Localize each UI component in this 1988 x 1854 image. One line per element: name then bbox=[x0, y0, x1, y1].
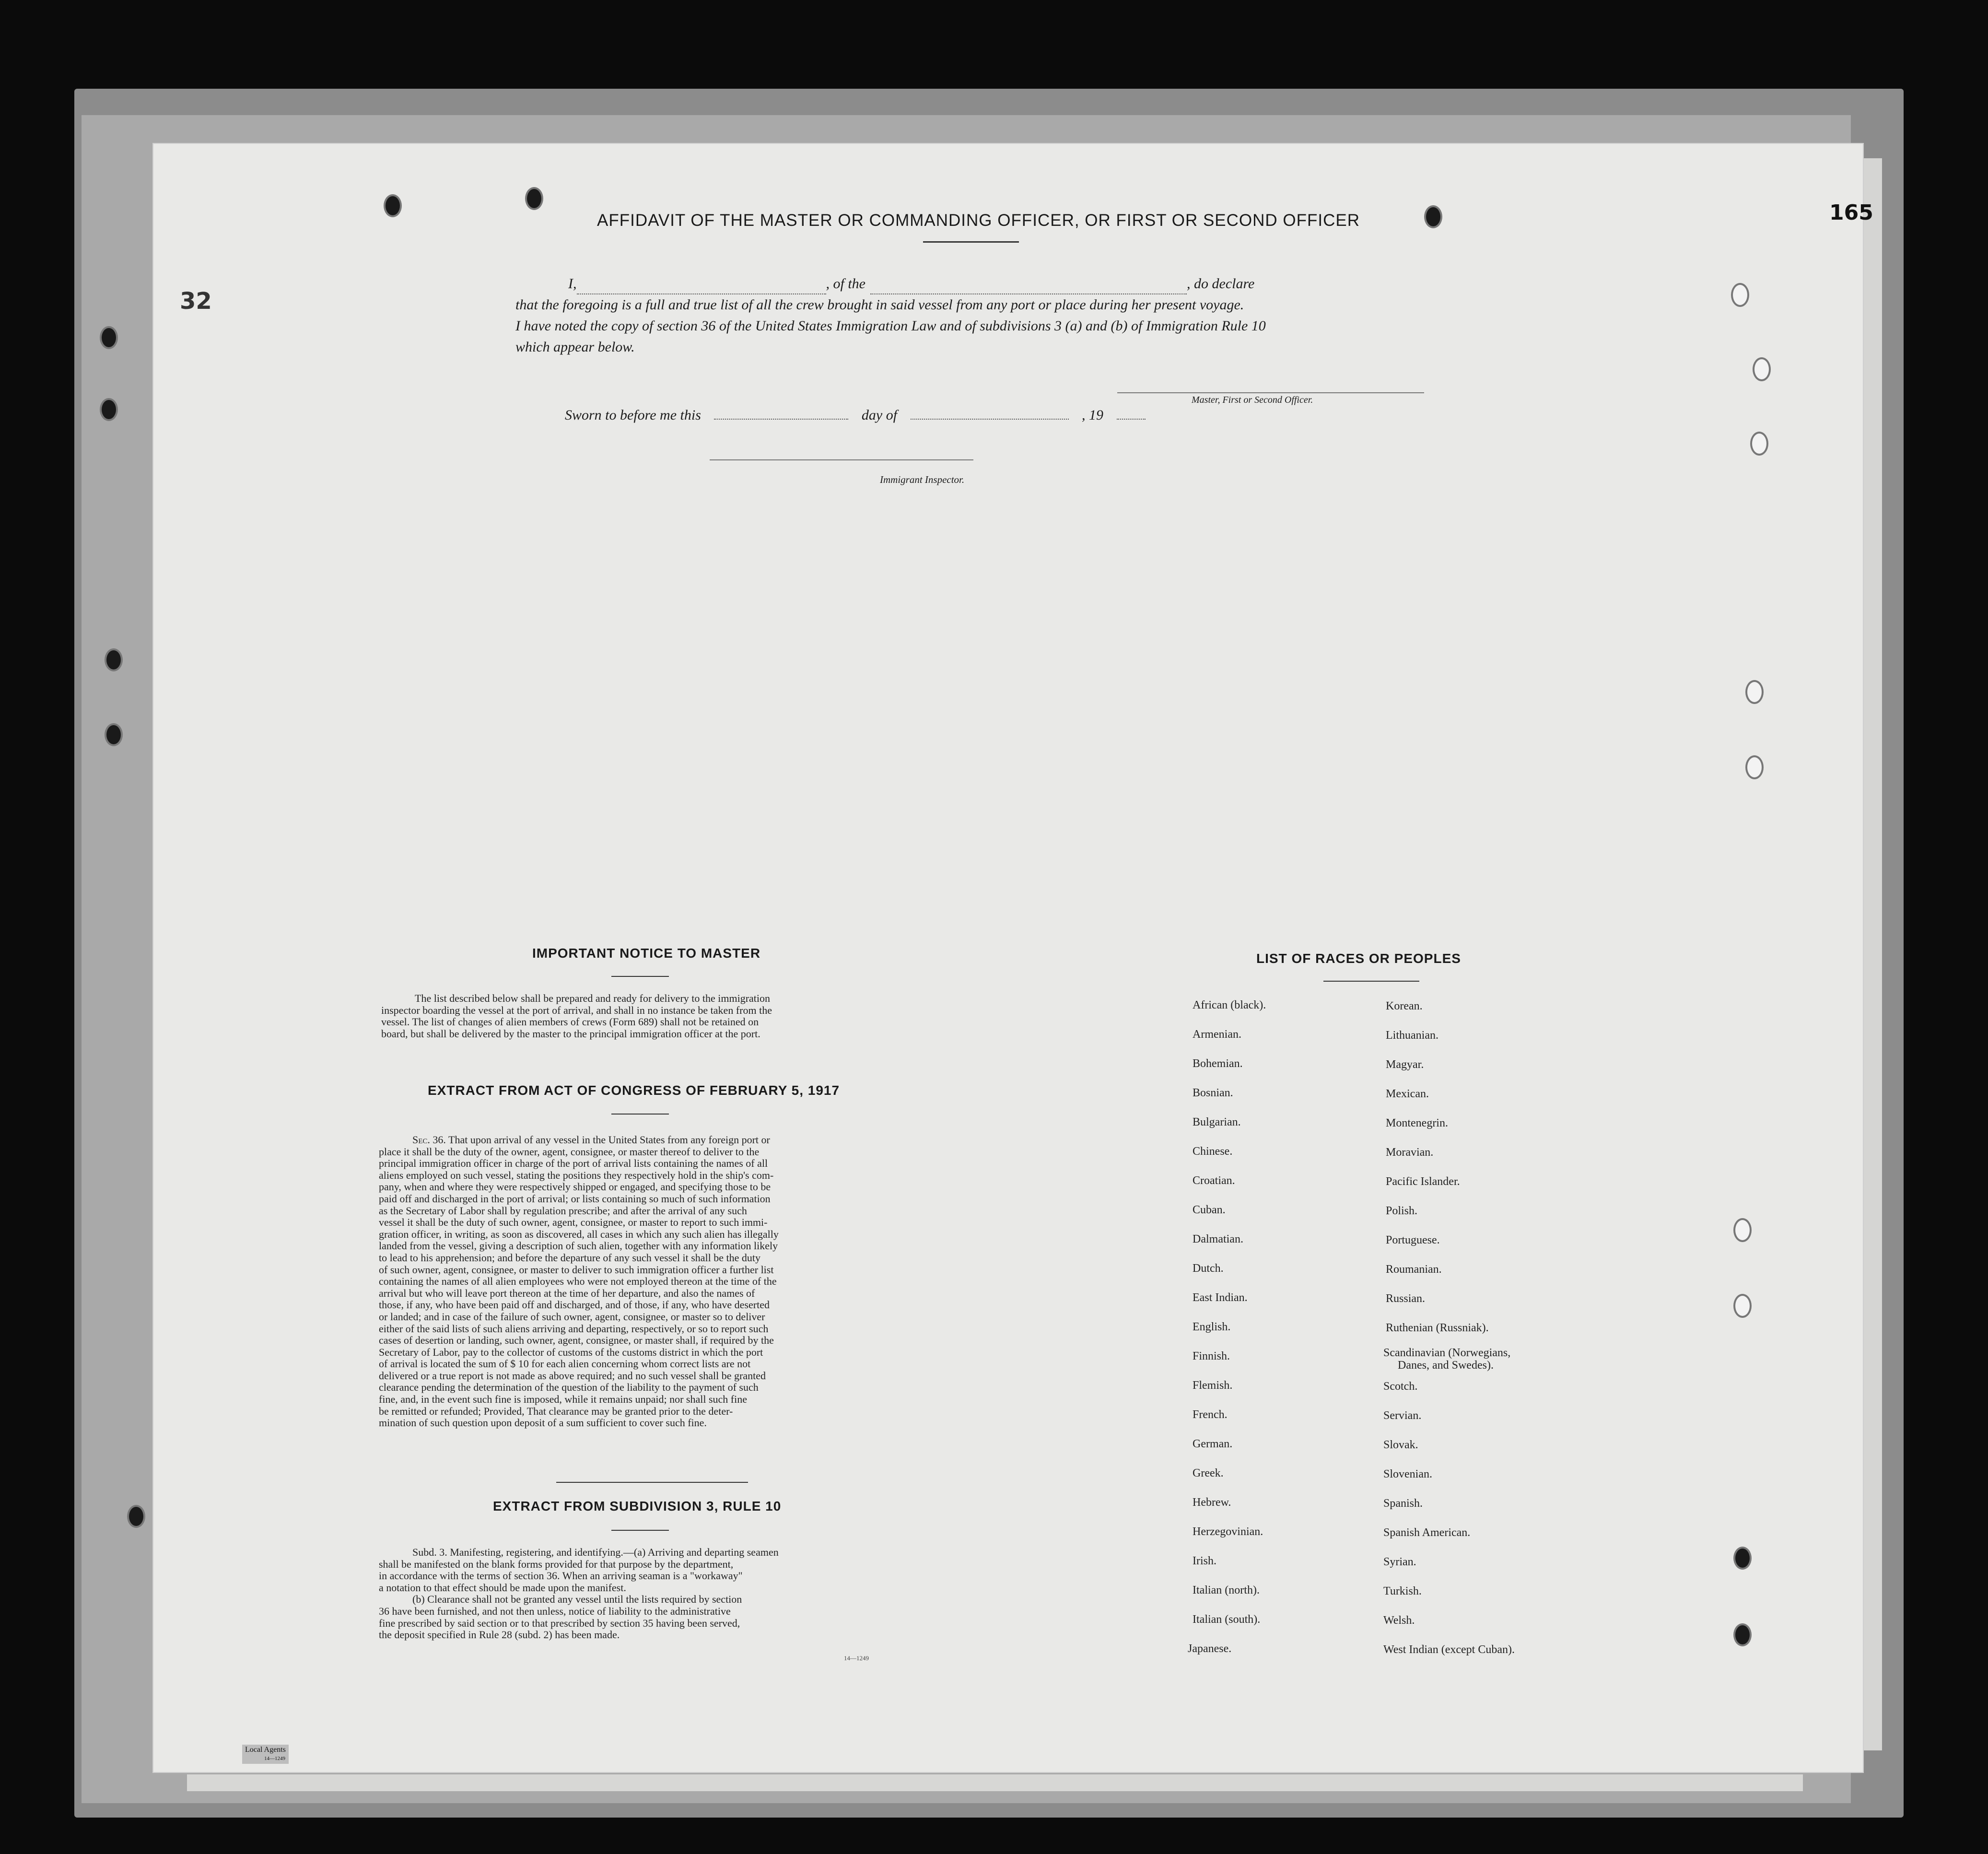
bottom-label-line: Local Agents bbox=[245, 1746, 286, 1754]
extract-act-rule bbox=[611, 1114, 669, 1115]
race-item: Italian (north). bbox=[1193, 1584, 1260, 1596]
act-line: aliens employed on such vessel, stating the positions they respectively hold in the ship's com- bbox=[379, 1169, 774, 1181]
extract-act-end-rule bbox=[556, 1482, 748, 1483]
race-item: Welsh. bbox=[1383, 1614, 1415, 1627]
rule-line: the deposit specified in Rule 28 (subd. 2) has been made. bbox=[379, 1629, 620, 1641]
act-line: be remitted or refunded; Provided, That clearance may be granted prior to the deter- bbox=[379, 1405, 733, 1417]
ring-hole-icon bbox=[1733, 1294, 1752, 1318]
race-item: Servian. bbox=[1383, 1409, 1422, 1422]
race-item: Dalmatian. bbox=[1193, 1233, 1243, 1245]
ring-hole-icon bbox=[1745, 680, 1764, 704]
act-line: clearance pending the determination of the question of the liability to the payment of such bbox=[379, 1381, 759, 1394]
race-item: Scandinavian (Norwegians, bbox=[1383, 1347, 1511, 1359]
sworn-day-blank bbox=[714, 405, 848, 420]
race-item: African (black). bbox=[1193, 999, 1266, 1011]
act-line: either of the said lists of such aliens arriving and departing, respectively, or so to report such bbox=[379, 1322, 769, 1335]
extract-act-text bbox=[379, 1134, 933, 1429]
inspector-signature-line bbox=[710, 459, 973, 460]
act-line: of such owner, agent, consignee, or master to deliver to such immigration officer a further list bbox=[379, 1263, 774, 1276]
binder-hole-icon bbox=[525, 187, 543, 210]
race-item: Portuguese. bbox=[1386, 1234, 1440, 1246]
race-item: Magyar. bbox=[1386, 1058, 1424, 1071]
sheet-edge bbox=[1863, 158, 1882, 1750]
act-line: fine, and, in the event such fine is imposed, while it remains unpaid; nor shall such fine bbox=[379, 1393, 747, 1406]
rule-line: shall be manifested on the blank forms provided for that purpose by the department, bbox=[379, 1558, 734, 1570]
race-item: Italian (south). bbox=[1193, 1613, 1261, 1626]
inspector-signature-label: Immigrant Inspector. bbox=[880, 474, 965, 485]
race-item: Bulgarian. bbox=[1193, 1116, 1241, 1128]
ring-hole-icon bbox=[1745, 755, 1764, 779]
ring-hole-icon bbox=[1750, 432, 1768, 456]
act-line: to lead to his apprehension; and before the departure of any such vessel it shall be the duty bbox=[379, 1251, 761, 1264]
notice-line: The list described below shall be prepared and ready for delivery to the immigration bbox=[415, 992, 771, 1004]
front-sheet bbox=[153, 144, 1863, 1772]
race-item: French. bbox=[1193, 1408, 1228, 1421]
race-item: Spanish. bbox=[1383, 1497, 1423, 1510]
races-title: LIST OF RACES OR PEOPLES bbox=[1256, 951, 1461, 966]
act-line: vessel it shall be the duty of such owner, agent, consignee, or master to report to such immi- bbox=[379, 1216, 768, 1229]
rule-line: 36 have been furnished, and not then unless, notice of liability to the administrative bbox=[379, 1605, 731, 1617]
ring-hole-icon bbox=[1753, 357, 1771, 381]
binder-hole-icon bbox=[1733, 1547, 1752, 1570]
race-item: Slovak. bbox=[1383, 1439, 1418, 1451]
act-first-line bbox=[379, 1134, 933, 1146]
act-line: or landed; and in case of the failure of such owner, agent, consignee, or master so to deliver bbox=[379, 1310, 765, 1323]
race-item: Roumanian. bbox=[1386, 1263, 1442, 1276]
act-line: cases of desertion or landing, such owner, agent, consignee, or master shall, if required by the bbox=[379, 1334, 774, 1347]
form-number: 14—1249 bbox=[844, 1655, 869, 1662]
race-item: Syrian. bbox=[1383, 1556, 1416, 1568]
master-signature-line bbox=[1117, 392, 1424, 393]
act-line: pany, when and where they were respectively shipped or engaged, and specifying those to be bbox=[379, 1181, 771, 1193]
binder-hole-icon bbox=[384, 194, 402, 217]
binder-hole-icon bbox=[1733, 1623, 1752, 1646]
race-item: Bohemian. bbox=[1193, 1057, 1243, 1070]
declaration-of-the: , of the bbox=[826, 276, 865, 292]
race-item: Japanese. bbox=[1188, 1643, 1232, 1655]
sworn-year-blank bbox=[1117, 405, 1146, 420]
act-line: gration officer, in writing, as soon as discovered, all cases in which any such alien has illegally bbox=[379, 1228, 779, 1240]
notice-line: vessel. The list of changes of alien members of crews (Form 689) shall not be retained on bbox=[381, 1016, 759, 1028]
act-line: arrival but who will leave port thereon at the time of her departure, and also the names of bbox=[379, 1287, 755, 1299]
race-item: German. bbox=[1193, 1438, 1233, 1450]
extract-rule-text bbox=[379, 1547, 933, 1641]
act-line: landed from the vessel, giving a description of such alien, together with any information likely bbox=[379, 1240, 778, 1252]
rule-line: Subd. 3. Manifesting, registering, and identifying.—(a) Arriving and departing seamen bbox=[412, 1546, 779, 1558]
act-line: mination of such question upon deposit of a sum sufficient to cover such fine. bbox=[379, 1417, 707, 1429]
declaration-line-4: which appear below. bbox=[515, 339, 635, 355]
rule-line: in accordance with the terms of section 36. When an arriving seaman is a "workaway" bbox=[379, 1570, 743, 1582]
notice-text bbox=[381, 993, 933, 1040]
act-line: Secretary of Labor, pay to the collector of customs of the customs district in which the port bbox=[379, 1346, 763, 1358]
race-item-continued: Danes, and Swedes). bbox=[1398, 1359, 1494, 1372]
declaration-line-2: that the foregoing is a full and true list of all the crew brought in said vessel from any port or place during her present voyage. bbox=[515, 297, 1244, 313]
declaration-do-declare: , do declare bbox=[1187, 276, 1255, 292]
binder-hole-icon bbox=[100, 398, 118, 421]
race-item: Croatian. bbox=[1193, 1174, 1235, 1187]
act-line: paid off and discharged in the port of arrival; or lists containing so much of such information bbox=[379, 1192, 771, 1205]
affidavit-declaration bbox=[515, 273, 1427, 358]
race-item: Mexican. bbox=[1386, 1088, 1429, 1100]
race-item-scandinavian bbox=[1383, 1347, 1510, 1371]
bottom-label-line: 14—1249 bbox=[264, 1756, 285, 1761]
act-line: those, if any, who have been paid off and discharged, and of those, if any, who have deserted bbox=[379, 1299, 770, 1311]
vessel-blank bbox=[870, 279, 1187, 294]
sworn-year: , 19 bbox=[1082, 407, 1104, 423]
binder-hole-icon bbox=[1424, 205, 1442, 228]
declaration-line-3: I have noted the copy of section 36 of the United States Immigration Law and of subdivisions 3 (a) and (b) of Immigration Rule 10 bbox=[515, 318, 1266, 334]
notice-title: IMPORTANT NOTICE TO MASTER bbox=[532, 946, 761, 961]
race-item: East Indian. bbox=[1193, 1291, 1248, 1304]
sworn-line bbox=[565, 405, 1155, 423]
rule-line: (b) Clearance shall not be granted any vessel until the lists required by section bbox=[412, 1593, 742, 1606]
race-item: Finnish. bbox=[1193, 1350, 1230, 1362]
race-item: Irish. bbox=[1193, 1555, 1216, 1567]
affidavit-title: AFFIDAVIT OF THE MASTER OR COMMANDING OFFICER, OR FIRST OR SECOND OFFICER bbox=[597, 211, 1360, 230]
name-blank bbox=[577, 279, 826, 294]
act-line: place it shall be the duty of the owner, agent, consignee, or master thereof to deliver to the bbox=[379, 1145, 760, 1158]
master-signature-label: Master, First or Second Officer. bbox=[1192, 395, 1313, 405]
race-item: Polish. bbox=[1386, 1205, 1418, 1217]
race-item: Bosnian. bbox=[1193, 1087, 1233, 1099]
race-item: Cuban. bbox=[1193, 1204, 1226, 1216]
sworn-day-of: day of bbox=[861, 407, 898, 423]
race-item: Turkish. bbox=[1383, 1585, 1422, 1597]
extract-rule-title: EXTRACT FROM SUBDIVISION 3, RULE 10 bbox=[493, 1499, 782, 1514]
sec-label: Sec. 36. bbox=[412, 1134, 446, 1146]
race-item: Lithuanian. bbox=[1386, 1029, 1438, 1042]
race-item: Slovenian. bbox=[1383, 1468, 1432, 1480]
rule-line: a notation to that effect should be made upon the manifest. bbox=[379, 1581, 626, 1594]
race-item: Russian. bbox=[1386, 1292, 1426, 1305]
act-line: That upon arrival of any vessel in the United States from any foreign port or bbox=[448, 1134, 770, 1146]
race-item: Armenian. bbox=[1193, 1028, 1241, 1041]
margin-mark: 32 bbox=[180, 288, 212, 315]
ring-hole-icon bbox=[1733, 1218, 1752, 1242]
race-item: Pacific Islander. bbox=[1386, 1175, 1460, 1188]
races-rule bbox=[1323, 981, 1419, 982]
race-item: Flemish. bbox=[1193, 1379, 1233, 1392]
bottom-sheet-edge bbox=[187, 1774, 1803, 1791]
race-item: Chinese. bbox=[1193, 1145, 1233, 1158]
sworn-month-blank bbox=[911, 405, 1069, 420]
act-line: delivered or a true report is not made as above required; and no such vessel shall be granted bbox=[379, 1369, 766, 1382]
notice-rule bbox=[611, 976, 669, 977]
binder-hole-icon bbox=[105, 723, 123, 746]
extract-rule-rule bbox=[611, 1530, 669, 1531]
binder-hole-icon bbox=[100, 326, 118, 349]
binder-hole-icon bbox=[127, 1505, 145, 1528]
race-item: English. bbox=[1193, 1321, 1231, 1333]
title-rule bbox=[923, 241, 1019, 243]
race-item: Ruthenian (Russniak). bbox=[1386, 1322, 1489, 1334]
page-number: 165 bbox=[1829, 200, 1873, 225]
sworn-prefix: Sworn to before me this bbox=[565, 407, 701, 423]
race-item: Greek. bbox=[1193, 1467, 1224, 1479]
race-item: Herzegovinian. bbox=[1193, 1525, 1263, 1538]
race-item: West Indian (except Cuban). bbox=[1383, 1643, 1515, 1656]
act-line: principal immigration officer in charge of the port of arrival lists containing the names of all bbox=[379, 1157, 768, 1170]
act-line: as the Secretary of Labor shall by regulation prescribe; and after the arrival of any such bbox=[379, 1204, 747, 1217]
ring-hole-icon bbox=[1731, 283, 1749, 307]
race-item: Dutch. bbox=[1193, 1262, 1224, 1275]
binder-hole-icon bbox=[105, 648, 123, 671]
notice-line: board, but shall be delivered by the master to the principal immigration officer at the port. bbox=[381, 1027, 760, 1040]
notice-line: inspector boarding the vessel at the port of arrival, and shall in no instance be taken from the bbox=[381, 1004, 772, 1016]
act-line: containing the names of all alien employees who were not employed thereon at the time of the bbox=[379, 1275, 777, 1288]
declaration-line-1 bbox=[515, 273, 1427, 294]
race-item: Spanish American. bbox=[1383, 1526, 1471, 1539]
bottom-label bbox=[242, 1745, 289, 1764]
race-item: Scotch. bbox=[1383, 1380, 1418, 1393]
extract-act-title: EXTRACT FROM ACT OF CONGRESS OF FEBRUARY 5, 1917 bbox=[428, 1083, 840, 1098]
race-item: Korean. bbox=[1386, 1000, 1423, 1012]
declaration-i: I, bbox=[568, 276, 577, 292]
race-item: Montenegrin. bbox=[1386, 1117, 1448, 1129]
race-item: Hebrew. bbox=[1193, 1496, 1231, 1509]
race-item: Moravian. bbox=[1386, 1146, 1434, 1159]
act-line: of arrival is located the sum of $ 10 for each alien concerning whom correct lists are not bbox=[379, 1358, 751, 1370]
rule-line: fine prescribed by said section or to that prescribed by section 35 having been served, bbox=[379, 1617, 740, 1629]
